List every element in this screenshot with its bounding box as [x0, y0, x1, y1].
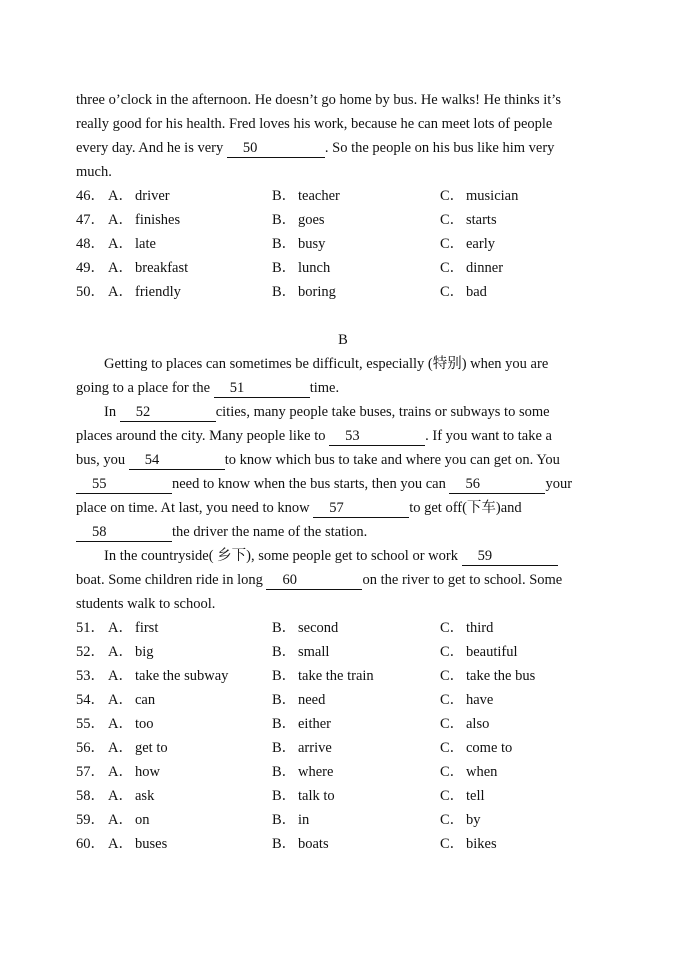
option-label-a: A．: [108, 620, 133, 636]
question-number: 59．: [76, 812, 105, 828]
question-number: 60．: [76, 836, 105, 852]
option-label-a: A．: [108, 260, 133, 276]
question-number: 47．: [76, 212, 105, 228]
option-a: late: [135, 236, 156, 252]
question-row: [76, 256, 610, 280]
option-label-c: C．: [440, 644, 465, 660]
option-a: buses: [135, 836, 168, 852]
option-b: small: [298, 644, 330, 660]
passage-text: to get off(下车)and: [409, 500, 522, 516]
passage-text: In the countryside( 乡下), some people get to school or work: [104, 548, 462, 564]
option-label-a: A．: [108, 716, 133, 732]
passage-line: really good for his health. Fred loves his work, because he can meet lots of people: [76, 116, 553, 132]
passage-line: Getting to places can sometimes be difficult, especially (特别) when you are: [104, 356, 549, 372]
question-row: [76, 616, 610, 640]
option-label-b: B．: [272, 620, 297, 636]
option-label-c: C．: [440, 692, 465, 708]
passage-text: In: [104, 404, 120, 420]
option-c: also: [466, 716, 490, 732]
option-a: take the subway: [135, 668, 229, 684]
passage-line: much.: [76, 164, 112, 180]
answer-blank-51: 51: [214, 379, 310, 398]
passage-text: time.: [309, 380, 340, 396]
worksheet-page: [76, 88, 610, 856]
option-label-a: A．: [108, 668, 133, 684]
option-label-b: B．: [272, 812, 297, 828]
passage-text: boat. Some children ride in long: [76, 572, 267, 588]
option-b: teacher: [298, 188, 340, 204]
option-label-b: B．: [272, 764, 297, 780]
option-c: beautiful: [466, 644, 518, 660]
option-b: either: [298, 716, 332, 732]
option-label-b: B．: [272, 668, 297, 684]
passage-line: [76, 520, 610, 544]
option-b: boring: [298, 284, 336, 300]
question-row: [76, 832, 610, 856]
option-c: musician: [466, 188, 519, 204]
option-a: driver: [135, 188, 170, 204]
option-a: too: [135, 716, 154, 732]
option-label-a: A．: [108, 644, 133, 660]
option-c: starts: [466, 212, 497, 228]
question-row: [76, 784, 610, 808]
option-a: on: [135, 812, 150, 828]
option-b: lunch: [298, 260, 331, 276]
passage-line: [76, 544, 610, 568]
option-b: need: [298, 692, 326, 708]
question-row: [76, 640, 610, 664]
question-number: 48．: [76, 236, 105, 252]
option-label-c: C．: [440, 740, 465, 756]
option-b: second: [298, 620, 339, 636]
question-row: [76, 184, 610, 208]
option-b: arrive: [298, 740, 332, 756]
passage-line: [76, 496, 610, 520]
answer-blank-57: 57: [313, 499, 409, 518]
option-c: take the bus: [466, 668, 536, 684]
option-b: busy: [298, 236, 326, 252]
option-c: dinner: [466, 260, 504, 276]
passage-text: to know which bus to take and where you can get on. You: [224, 452, 560, 468]
question-row: [76, 688, 610, 712]
passage-text: on the river to get to school. Some: [362, 572, 563, 588]
question-list-a: [76, 184, 610, 304]
option-label-a: A．: [108, 212, 133, 228]
option-label-c: C．: [440, 668, 465, 684]
option-b: where: [298, 764, 334, 780]
option-label-b: B．: [272, 644, 297, 660]
question-number: 57．: [76, 764, 105, 780]
option-label-c: C．: [440, 812, 465, 828]
passage-line: [76, 376, 610, 400]
option-a: finishes: [135, 212, 181, 228]
question-row: [76, 760, 610, 784]
passage-text: your: [545, 476, 573, 492]
answer-blank-56: 56: [449, 475, 545, 494]
passage-text: . If you want to take a: [425, 428, 552, 444]
answer-blank-52: 52: [120, 403, 216, 422]
option-label-c: C．: [440, 788, 465, 804]
option-label-b: B．: [272, 836, 297, 852]
question-number: 46．: [76, 188, 105, 204]
passage-line: [76, 448, 610, 472]
question-row: [76, 808, 610, 832]
option-b: goes: [298, 212, 325, 228]
option-c: early: [466, 236, 495, 252]
option-label-b: B．: [272, 188, 297, 204]
option-label-c: C．: [440, 620, 465, 636]
option-label-a: A．: [108, 236, 133, 252]
passage-text: place on time. At last, you need to know: [76, 500, 314, 516]
option-c: tell: [466, 788, 485, 804]
passage-text: going to a place for the: [76, 380, 214, 396]
answer-blank-58: 58: [76, 523, 172, 542]
option-a: big: [135, 644, 154, 660]
option-c: when: [466, 764, 498, 780]
option-label-b: B．: [272, 692, 297, 708]
option-a: first: [135, 620, 159, 636]
option-label-b: B．: [272, 236, 297, 252]
answer-blank-50: 50: [227, 139, 325, 158]
answer-blank-60: 60: [266, 571, 362, 590]
option-label-b: B．: [272, 284, 297, 300]
option-label-a: A．: [108, 740, 133, 756]
option-a: friendly: [135, 284, 181, 300]
option-label-c: C．: [440, 764, 465, 780]
option-label-b: B．: [272, 212, 297, 228]
passage-text: cities, many people take buses, trains or subways to some: [215, 404, 550, 420]
answer-blank-54: 54: [129, 451, 225, 470]
option-label-b: B．: [272, 740, 297, 756]
answer-blank-59: 59: [462, 547, 558, 566]
question-number: 52．: [76, 644, 105, 660]
option-label-a: A．: [108, 788, 133, 804]
question-number: 55．: [76, 716, 105, 732]
option-label-c: C．: [440, 188, 465, 204]
option-c: bad: [466, 284, 487, 300]
option-c: bikes: [466, 836, 497, 852]
question-row: [76, 208, 610, 232]
option-label-c: C．: [440, 236, 465, 252]
question-row: [76, 712, 610, 736]
option-a: breakfast: [135, 260, 189, 276]
option-label-c: C．: [440, 716, 465, 732]
option-label-a: A．: [108, 764, 133, 780]
option-b: in: [298, 812, 310, 828]
option-label-a: A．: [108, 812, 133, 828]
option-a: get to: [135, 740, 168, 756]
option-c: third: [466, 620, 494, 636]
option-label-a: A．: [108, 188, 133, 204]
passage-text: the driver the name of the station.: [172, 524, 368, 540]
passage-line: [76, 400, 610, 424]
option-b: boats: [298, 836, 329, 852]
passage-text: need to know when the bus starts, then you can: [172, 476, 450, 492]
option-label-c: C．: [440, 836, 465, 852]
passage-line: [76, 136, 610, 160]
option-label-b: B．: [272, 716, 297, 732]
option-label-b: B．: [272, 788, 297, 804]
option-label-c: C．: [440, 284, 465, 300]
option-c: by: [466, 812, 481, 828]
question-row: [76, 736, 610, 760]
question-number: 51．: [76, 620, 105, 636]
option-label-a: A．: [108, 284, 133, 300]
question-number: 54．: [76, 692, 105, 708]
answer-blank-55: 55: [76, 475, 172, 494]
section-heading: B: [338, 332, 348, 348]
passage-text: . So the people on his bus like him very: [324, 140, 555, 156]
question-number: 50．: [76, 284, 105, 300]
option-b: talk to: [298, 788, 335, 804]
question-number: 56．: [76, 740, 105, 756]
answer-blank-53: 53: [329, 427, 425, 446]
passage-text: bus, you: [76, 452, 129, 468]
passage-line: students walk to school.: [76, 596, 216, 612]
option-a: how: [135, 764, 160, 780]
option-a: can: [135, 692, 156, 708]
option-b: take the train: [298, 668, 374, 684]
question-number: 58．: [76, 788, 105, 804]
question-row: [76, 280, 610, 304]
passage-text: every day. And he is very: [76, 140, 227, 156]
question-row: [76, 232, 610, 256]
passage-line: [76, 472, 610, 496]
passage-line: three o’clock in the afternoon. He doesn’t go home by bus. He walks! He thinks it’s: [76, 92, 561, 108]
option-a: ask: [135, 788, 155, 804]
question-number: 53．: [76, 668, 105, 684]
passage-line: [76, 424, 610, 448]
option-label-b: B．: [272, 260, 297, 276]
question-row: [76, 664, 610, 688]
option-c: come to: [466, 740, 513, 756]
question-number: 49．: [76, 260, 105, 276]
option-c: have: [466, 692, 494, 708]
option-label-a: A．: [108, 692, 133, 708]
option-label-c: C．: [440, 212, 465, 228]
passage-line: [76, 568, 610, 592]
option-label-c: C．: [440, 260, 465, 276]
passage-text: places around the city. Many people like to: [76, 428, 330, 444]
question-list-b: [76, 616, 610, 856]
option-label-a: A．: [108, 836, 133, 852]
